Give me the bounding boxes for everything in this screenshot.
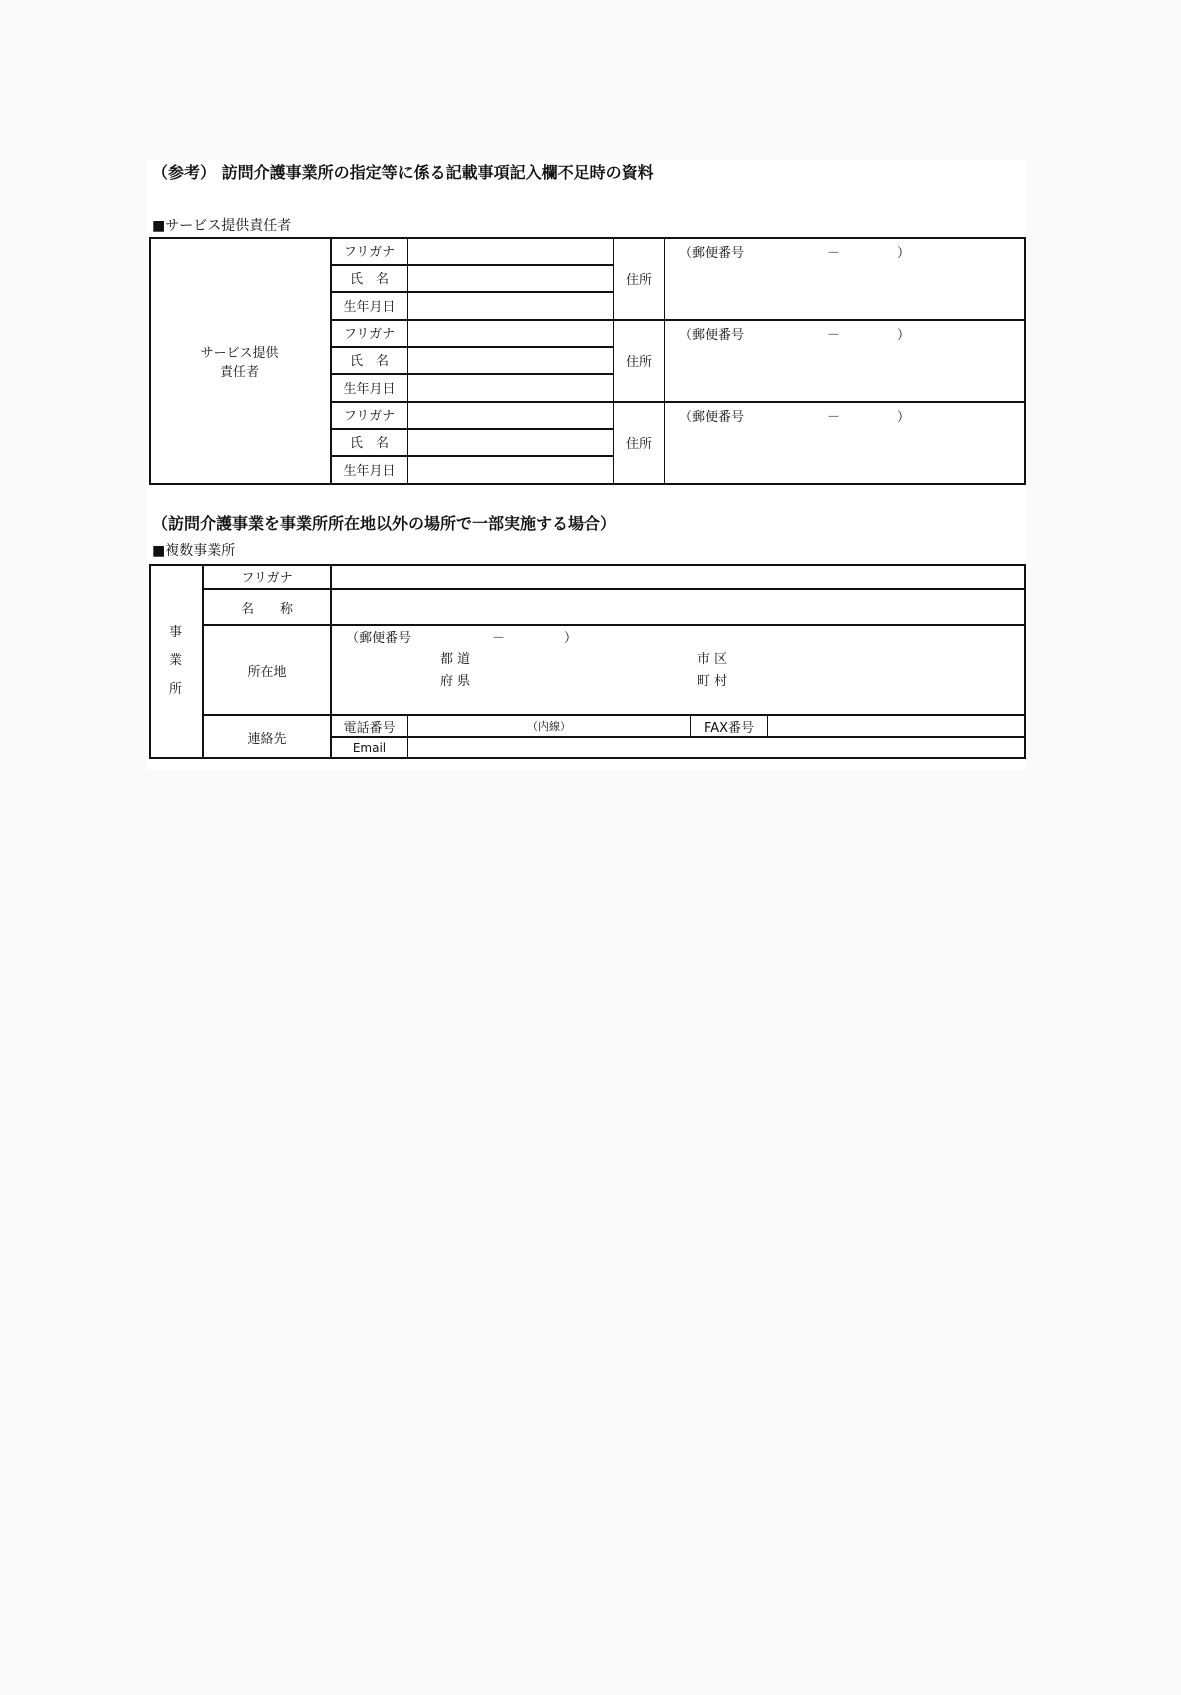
staff-address-input[interactable] <box>665 319 1024 401</box>
staff-furigana-input[interactable] <box>408 401 613 428</box>
postal-label: （郵便番号 <box>679 328 745 343</box>
postal-dash: － <box>827 328 841 343</box>
phone-label: 電話番号 <box>343 720 396 736</box>
office-location-input[interactable] <box>332 626 1024 714</box>
office-side-label: 事 業 所 <box>168 624 182 697</box>
office-location-label: 所在地 <box>247 664 287 680</box>
email-label: Email <box>352 740 387 755</box>
email-input[interactable] <box>408 738 1024 757</box>
city-label-1: 市 区 <box>697 652 728 667</box>
staff-furigana-input[interactable] <box>408 319 613 346</box>
staff-birth-input[interactable] <box>408 291 613 319</box>
staff-name-input[interactable] <box>408 264 613 291</box>
pref-label-2: 府 県 <box>440 674 471 689</box>
postal-label: （郵便番号 <box>346 631 412 646</box>
postal-close: ） <box>897 328 911 343</box>
office-name-input[interactable] <box>332 590 1024 624</box>
staff-name-label: 氏 名 <box>349 354 389 369</box>
fax-input[interactable] <box>768 716 1024 736</box>
staff-name-input[interactable] <box>408 346 613 373</box>
section2-label: ■複数事業所 <box>152 543 236 559</box>
pref-label-1: 都 道 <box>440 652 471 667</box>
city-label-2: 町 村 <box>697 674 728 689</box>
contact-label: 連絡先 <box>247 732 287 747</box>
staff-birth-input[interactable] <box>408 373 613 401</box>
staff-birth-label: 生年月日 <box>343 299 396 315</box>
postal-close: ） <box>897 410 911 425</box>
page-title: （参考） 訪問介護事業所の指定等に係る記載事項記入欄不足時の資料 <box>152 163 654 182</box>
section1-label: ■サービス提供責任者 <box>152 218 292 234</box>
staff-name-input[interactable] <box>408 428 613 455</box>
staff-name-label: 氏 名 <box>349 436 389 451</box>
staff-address-input[interactable] <box>665 237 1024 319</box>
phone-input[interactable]: （内線） <box>527 720 571 733</box>
staff-furigana-label: フリガナ <box>343 327 396 342</box>
fax-label: FAX番号 <box>703 720 755 736</box>
postal-dash: － <box>827 410 841 425</box>
postal-dash: － <box>492 631 506 646</box>
office-name-label: 名 称 <box>240 601 293 617</box>
staff-address-label: 住所 <box>625 354 652 370</box>
staff-furigana-label: フリガナ <box>343 409 396 424</box>
staff-address-label: 住所 <box>625 272 652 288</box>
postal-label: （郵便番号 <box>679 410 745 425</box>
section2-heading: （訪問介護事業を事業所所在地以外の場所で一部実施する場合） <box>152 514 617 533</box>
postal-label: （郵便番号 <box>679 246 745 261</box>
postal-close: ） <box>564 631 578 646</box>
postal-dash: － <box>827 246 841 261</box>
staff-address-label: 住所 <box>625 436 652 452</box>
office-furigana-label: フリガナ <box>241 570 293 586</box>
staff-address-input[interactable] <box>665 401 1024 483</box>
postal-close: ） <box>897 246 911 261</box>
staff-furigana-input[interactable] <box>408 237 613 264</box>
office-furigana-input[interactable] <box>332 566 1024 588</box>
staff-row-header: サービス提供 責任者 <box>200 346 279 380</box>
staff-name-label: 氏 名 <box>349 272 389 287</box>
staff-birth-label: 生年月日 <box>343 381 396 397</box>
staff-furigana-label: フリガナ <box>343 245 396 260</box>
staff-birth-label: 生年月日 <box>343 463 396 479</box>
staff-birth-input[interactable] <box>408 455 613 483</box>
